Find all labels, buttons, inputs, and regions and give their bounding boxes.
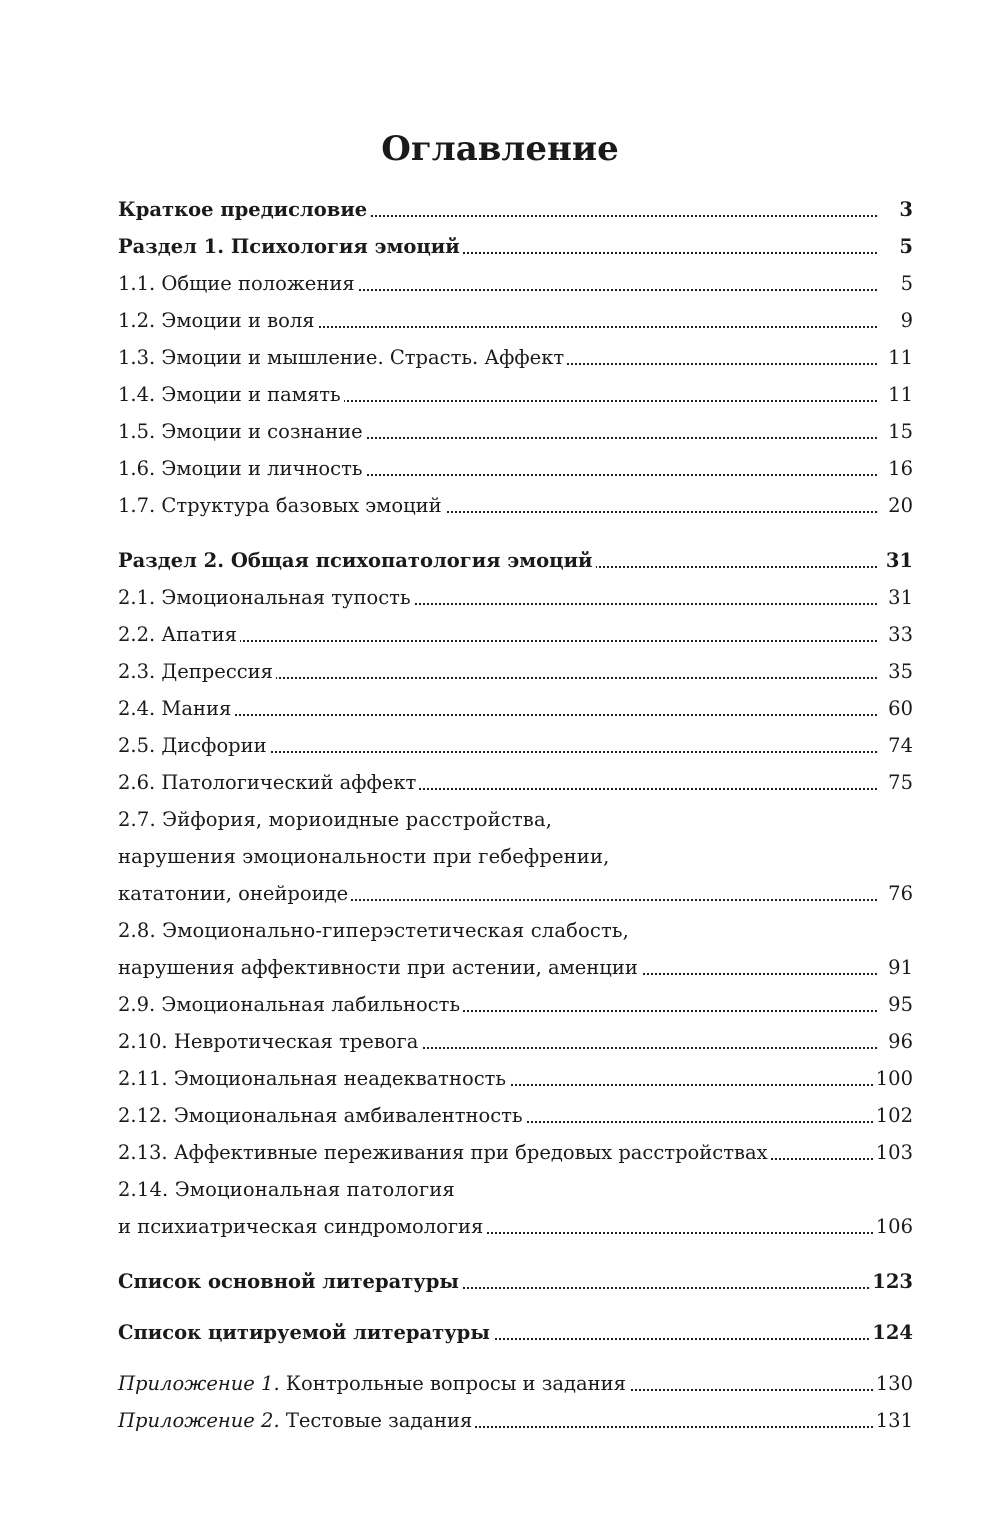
page-title: Оглавление bbox=[381, 129, 619, 169]
toc-entry-label: 1.6. Эмоции и личность bbox=[118, 456, 366, 482]
toc-entry-2-1[interactable] bbox=[118, 576, 913, 613]
toc-entry-2-11[interactable] bbox=[118, 1057, 913, 1094]
toc-entry-label: Список цитируемой литературы bbox=[118, 1320, 493, 1346]
toc-entry-preface[interactable] bbox=[118, 188, 913, 225]
toc-entry-2-10[interactable] bbox=[118, 1020, 913, 1057]
toc-entry-page: 16 bbox=[885, 456, 913, 482]
toc-entry-2-14-line-1[interactable] bbox=[118, 1168, 913, 1205]
toc-entry-label: Краткое предисловие bbox=[118, 197, 370, 223]
toc-entry-cited-literature[interactable] bbox=[118, 1311, 913, 1348]
toc-entry-label: 1.4. Эмоции и память bbox=[118, 382, 344, 408]
toc-entry-page: 75 bbox=[885, 770, 913, 796]
table-of-contents bbox=[118, 188, 913, 1436]
toc-entry-label: 1.5. Эмоции и сознание bbox=[118, 419, 366, 445]
toc-entry-appendix-2[interactable] bbox=[118, 1399, 913, 1436]
toc-entry-page: 91 bbox=[885, 955, 913, 981]
toc-entry-section-2[interactable] bbox=[118, 539, 913, 576]
toc-entry-2-8[interactable] bbox=[118, 946, 913, 983]
toc-entry-label: Контрольные вопросы и задания bbox=[285, 1372, 626, 1395]
toc-entry-label: 1.1. Общие положения bbox=[118, 271, 358, 297]
toc-entry-page: 106 bbox=[873, 1214, 913, 1240]
toc-entry-page: 35 bbox=[885, 659, 913, 685]
toc-entry-line: нарушения эмоциональности при гебефрении, bbox=[118, 845, 610, 868]
toc-entry-page: 5 bbox=[896, 234, 913, 260]
toc-entry-page: 102 bbox=[873, 1103, 913, 1129]
toc-entry-2-7[interactable] bbox=[118, 872, 913, 909]
toc-entry-1-5[interactable] bbox=[118, 410, 913, 447]
toc-entry-label: Список основной литературы bbox=[118, 1269, 462, 1295]
toc-entry-label: 2.13. Аффективные переживания при бредовых расстройствах bbox=[118, 1140, 771, 1166]
toc-entry-label: 1.3. Эмоции и мышление. Страсть. Аффект bbox=[118, 345, 567, 371]
toc-entry-label: Тестовые задания bbox=[285, 1409, 473, 1432]
toc-entry-page: 20 bbox=[885, 493, 913, 519]
toc-entry-page: 124 bbox=[869, 1320, 913, 1346]
toc-entry-page: 33 bbox=[885, 622, 913, 648]
toc-entry-appendix-1[interactable] bbox=[118, 1362, 913, 1399]
toc-entry-label: 2.5. Дисфории bbox=[118, 733, 270, 759]
toc-entry-label: 2.4. Мания bbox=[118, 696, 234, 722]
toc-entry-page: 11 bbox=[885, 382, 913, 408]
toc-entry-page: 123 bbox=[869, 1269, 913, 1295]
appendix-prefix: Приложение 2. bbox=[118, 1409, 280, 1432]
toc-entry-2-12[interactable] bbox=[118, 1094, 913, 1131]
toc-entry-2-3[interactable] bbox=[118, 650, 913, 687]
toc-entry-1-1[interactable] bbox=[118, 262, 913, 299]
toc-entry-label: 2.12. Эмоциональная амбивалентность bbox=[118, 1103, 526, 1129]
toc-entry-label: и психиатрическая синдромология bbox=[118, 1214, 486, 1240]
toc-entry-page: 60 bbox=[885, 696, 913, 722]
toc-entry-line: 2.7. Эйфория, мориоидные расстройства, bbox=[118, 808, 553, 831]
toc-entry-2-2[interactable] bbox=[118, 613, 913, 650]
toc-entry-label: 2.10. Невротическая тревога bbox=[118, 1029, 421, 1055]
toc-entry-page: 15 bbox=[885, 419, 913, 445]
toc-entry-section-1[interactable] bbox=[118, 225, 913, 262]
toc-entry-page: 130 bbox=[873, 1371, 913, 1397]
toc-entry-2-9[interactable] bbox=[118, 983, 913, 1020]
toc-entry-page: 9 bbox=[898, 308, 913, 334]
toc-entry-page: 96 bbox=[885, 1029, 913, 1055]
toc-entry-line: 2.14. Эмоциональная патология bbox=[118, 1178, 455, 1201]
toc-entry-page: 74 bbox=[885, 733, 913, 759]
toc-entry-page: 31 bbox=[885, 585, 913, 611]
toc-entry-label: нарушения аффективности при астении, аменции bbox=[118, 955, 641, 981]
toc-entry-page: 103 bbox=[873, 1140, 913, 1166]
toc-entry-2-13[interactable] bbox=[118, 1131, 913, 1168]
toc-entry-label-wrap bbox=[118, 1408, 475, 1434]
toc-entry-2-6[interactable] bbox=[118, 761, 913, 798]
toc-entry-1-7[interactable] bbox=[118, 484, 913, 521]
toc-entry-2-8-line-1[interactable] bbox=[118, 909, 913, 946]
toc-entry-label: 2.11. Эмоциональная неадекватность bbox=[118, 1066, 509, 1092]
toc-entry-page: 131 bbox=[873, 1408, 913, 1434]
toc-entry-page: 5 bbox=[898, 271, 913, 297]
toc-entry-page: 11 bbox=[885, 345, 913, 371]
toc-entry-1-6[interactable] bbox=[118, 447, 913, 484]
toc-entry-line: 2.8. Эмоционально-гиперэстетическая слабость, bbox=[118, 919, 630, 942]
toc-entry-page: 31 bbox=[883, 548, 913, 574]
toc-entry-1-2[interactable] bbox=[118, 299, 913, 336]
toc-entry-label: 2.2. Апатия bbox=[118, 622, 240, 648]
toc-entry-label: 2.9. Эмоциональная лабильность bbox=[118, 992, 463, 1018]
toc-entry-1-3[interactable] bbox=[118, 336, 913, 373]
toc-entry-main-literature[interactable] bbox=[118, 1260, 913, 1297]
toc-entry-2-5[interactable] bbox=[118, 724, 913, 761]
toc-entry-label: кататонии, онейроиде bbox=[118, 881, 351, 907]
toc-entry-2-4[interactable] bbox=[118, 687, 913, 724]
toc-entry-label: 2.3. Депрессия bbox=[118, 659, 276, 685]
toc-entry-label-wrap bbox=[118, 1371, 629, 1397]
toc-entry-page: 76 bbox=[885, 881, 913, 907]
toc-entry-label: Раздел 2. Общая психопатология эмоций bbox=[118, 548, 596, 574]
toc-entry-label: 2.6. Патологический аффект bbox=[118, 770, 419, 796]
toc-entry-2-7-line-2[interactable] bbox=[118, 835, 913, 872]
toc-entry-1-4[interactable] bbox=[118, 373, 913, 410]
toc-entry-label: 1.7. Структура базовых эмоций bbox=[118, 493, 445, 519]
toc-entry-page: 100 bbox=[873, 1066, 913, 1092]
toc-entry-2-7-line-1[interactable] bbox=[118, 798, 913, 835]
appendix-prefix: Приложение 1. bbox=[118, 1372, 280, 1395]
toc-entry-page: 95 bbox=[885, 992, 913, 1018]
toc-entry-page: 3 bbox=[896, 197, 913, 223]
toc-entry-label: 1.2. Эмоции и воля bbox=[118, 308, 318, 334]
toc-entry-label: 2.1. Эмоциональная тупость bbox=[118, 585, 414, 611]
toc-entry-2-14[interactable] bbox=[118, 1205, 913, 1242]
toc-entry-label: Раздел 1. Психология эмоций bbox=[118, 234, 463, 260]
